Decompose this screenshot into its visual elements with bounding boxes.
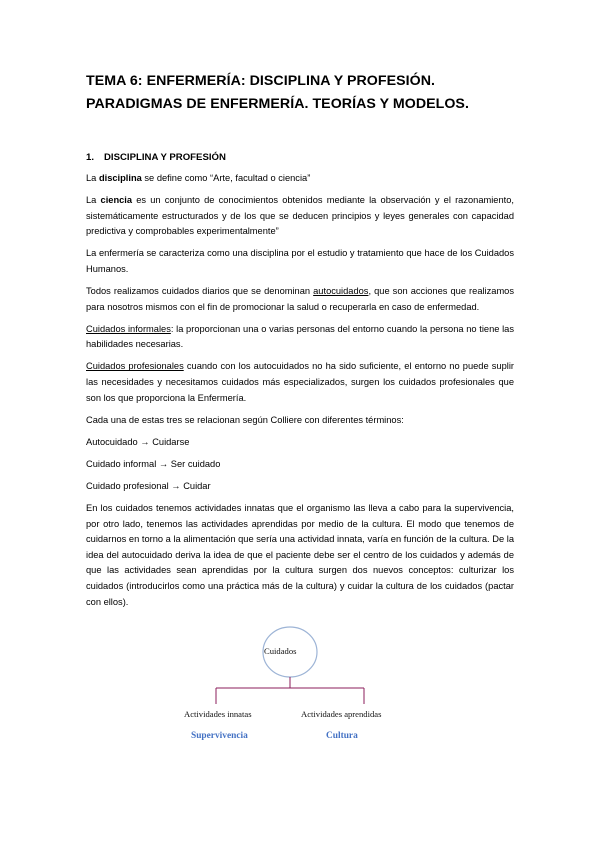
root-node-label: Cuidados <box>264 646 297 656</box>
paragraph-colliere: Cada una de estas tres se relacionan según Colliere con diferentes términos: <box>86 414 404 425</box>
text-run: , que son acciones que realizamos para nosotros mismos con el fin de promocionar la salud o recuperarla en caso de enfermedad. <box>86 286 515 312</box>
term-ciencia: ciencia <box>100 195 133 206</box>
cuidados-diagram <box>170 618 420 758</box>
paragraph-disciplina <box>86 171 514 187</box>
term-line-profesional <box>86 479 514 495</box>
section-title: DISCIPLINA Y PROFESIÓN <box>104 152 226 163</box>
arrow-right-icon: → <box>140 436 150 447</box>
supervivencia-label: Supervivencia <box>191 731 248 741</box>
paragraph-cuidados-profesionales <box>86 359 514 406</box>
term-right: Cuidar <box>183 481 211 491</box>
term-autocuidados: autocuidados <box>313 286 369 297</box>
paragraph-autocuidados <box>86 284 514 315</box>
term-line-autocuidado <box>86 435 514 451</box>
paragraph-cuidados-informales <box>86 322 514 353</box>
term-disciplina: disciplina <box>98 173 142 183</box>
paragraph-actividades: En los cuidados tenemos actividades innatas que el organismo las lleva a cabo para la supervivencia, por otro lado, tenemos las actividades aprendidas por medio de la cultura. El modo que tenemos de cuidarnos en torno a la alimentación que sería una actividad innata, varía en función de la cultura. De la idea del autocuidado deriva la idea de que el paciente debe ser el centro de los cuidados y además de que las actividades sean aprendidas por la cultura surgen dos nuevos conceptos: culturizar los cuidados (introducirlos como una práctica más de la cultura) y cuidar la cultura de los cuidados (pactar con ellos). <box>86 503 514 607</box>
term-line-informal <box>86 457 514 473</box>
cultura-label: Cultura <box>326 731 358 741</box>
text-run: La <box>86 195 101 206</box>
text-run: : la proporcionan una o varias personas del entorno cuando la persona no tiene las habilidades necesarias. <box>86 323 514 350</box>
term-left: Cuidado profesional <box>86 481 169 491</box>
term-left: Autocuidado <box>86 436 138 447</box>
term-right: Ser cuidado <box>170 458 221 469</box>
page-title: TEMA 6: ENFERMERÍA: DISCIPLINA Y PROFESIÓN. PARADIGMAS DE ENFERMERÍA. TEORÍAS Y MODELOS. <box>86 73 469 112</box>
left-child-label: Actividades innatas <box>184 709 252 719</box>
section-number: 1. <box>86 152 95 163</box>
arrow-right-icon: → <box>171 481 181 491</box>
text-run: Todos realizamos cuidados diarios que se denominan <box>86 286 314 297</box>
arrow-right-icon: → <box>158 458 169 469</box>
text-run: se define como “Arte, facultad o ciencia” <box>141 173 311 183</box>
document-body <box>86 171 514 617</box>
paragraph-enfermeria: La enfermería se caracteriza como una disciplina por el estudio y tratamiento que hace de los Cuidados Humanos. <box>86 248 514 274</box>
paragraph-ciencia <box>86 193 514 240</box>
term-cuidados-profesionales: Cuidados profesionales <box>86 361 184 372</box>
right-child-label: Actividades aprendidas <box>301 709 382 719</box>
term-cuidados-informales: Cuidados informales <box>86 323 171 334</box>
text-run: La <box>86 173 99 183</box>
term-right: Cuidarse <box>152 436 190 447</box>
term-left: Cuidado informal <box>86 458 157 469</box>
text-run: cuando con los autocuidados no ha sido suficiente, el entorno no puede suplir las necesidades y necesitamos cuidados más especializados, surgen los cuidados profesionales que son los que proporciona la Enfermería. <box>86 361 514 403</box>
text-run: es un conjunto de conocimientos obtenidos mediante la observación y el razonamiento, sistemáticamente estructurados y de los que se deducen principios y leyes generales con capacidad predictiva y comprobables experimentalmente” <box>86 195 514 237</box>
section-heading <box>86 152 226 163</box>
